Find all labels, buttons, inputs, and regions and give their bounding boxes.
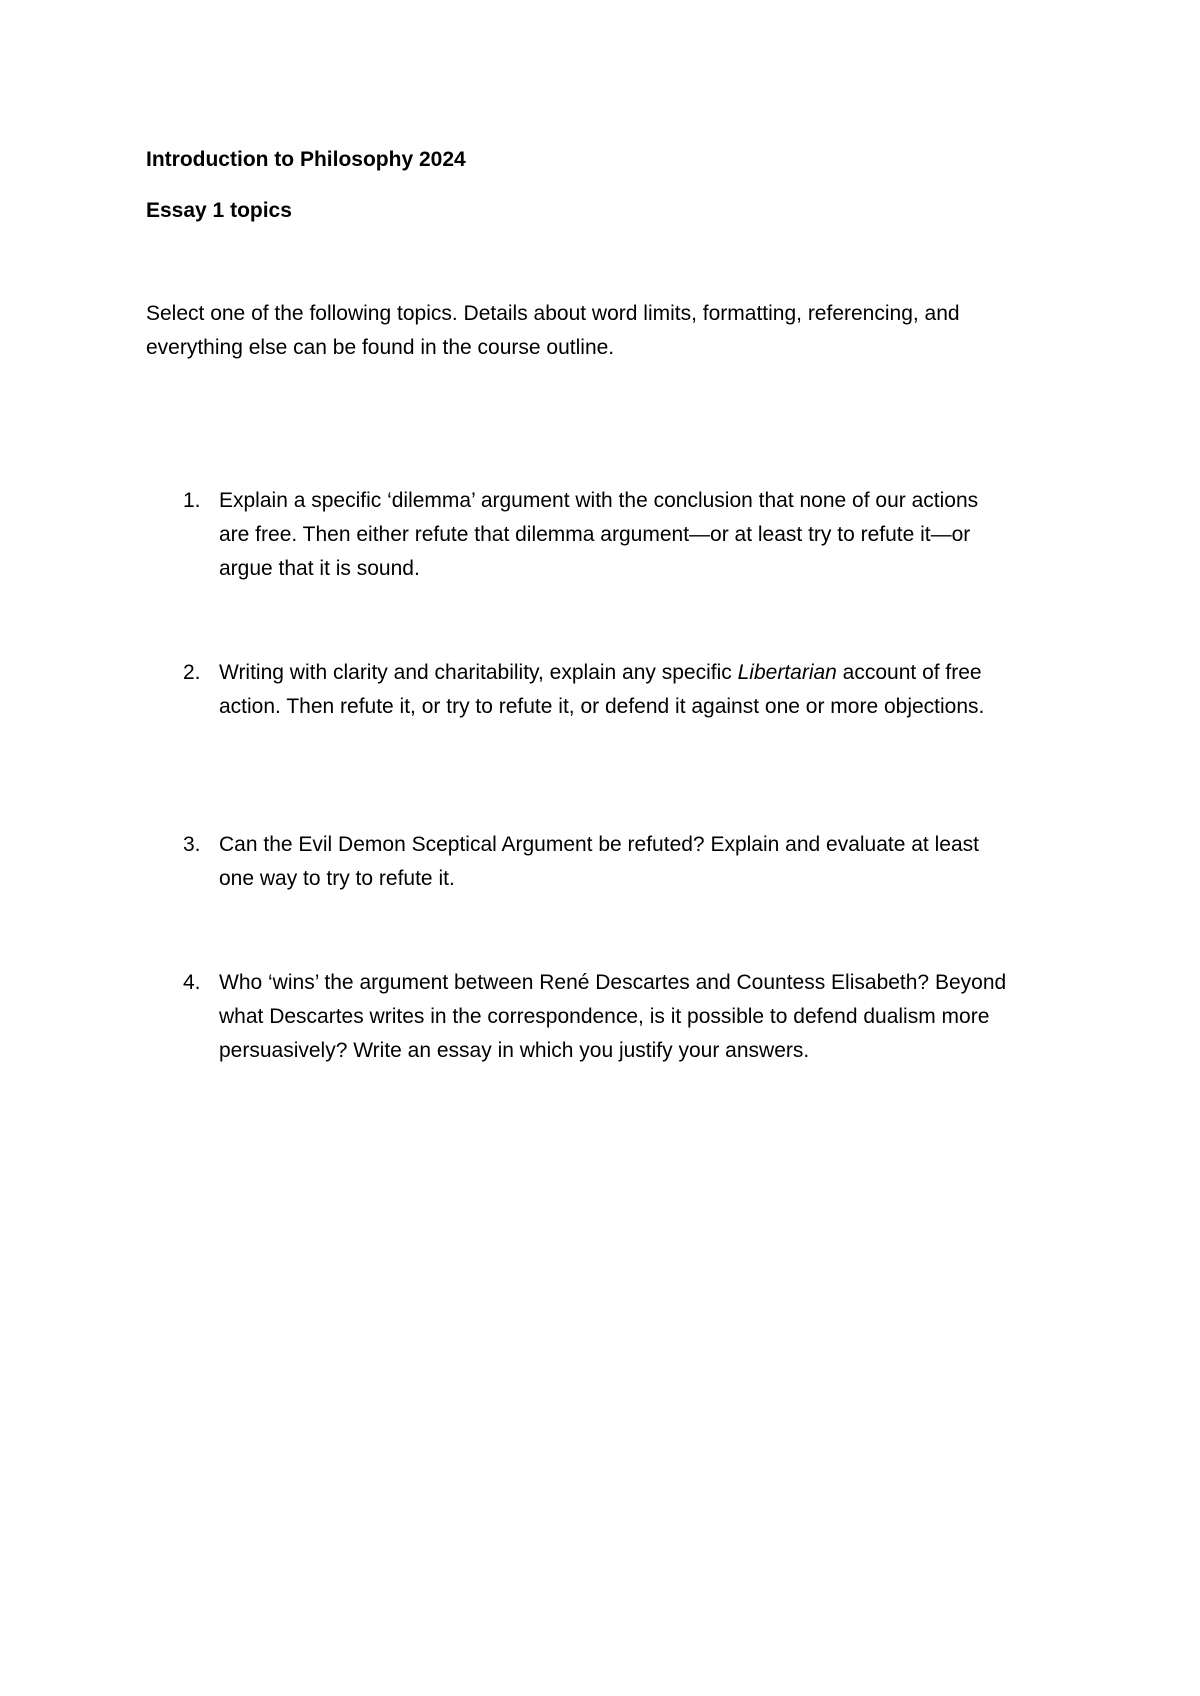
- topic-text: [219, 656, 1009, 724]
- topic-text-part: account of free action. Then refute it, or try to refute it, or defend it against one or more objections.: [219, 661, 985, 718]
- topic-text-italic: Libertarian: [737, 661, 837, 684]
- topic-text: Explain a specific ‘dilemma’ argument with the conclusion that none of our actions are free. Then either refute that dilemma argument—or at least try to refute it—or argue that it is sound.: [219, 489, 979, 580]
- topic-text-part: Writing with clarity and charitability, explain any specific: [219, 661, 738, 684]
- topic-number: 2.: [183, 661, 201, 684]
- topic-number: 1.: [183, 489, 201, 512]
- topic-text: Can the Evil Demon Sceptical Argument be refuted? Explain and evaluate at least one way to try to refute it.: [219, 833, 979, 890]
- topic-number: 4.: [183, 971, 201, 994]
- course-title: Introduction to Philosophy 2024: [146, 148, 466, 171]
- topic-text: Who ‘wins’ the argument between René Descartes and Countess Elisabeth? Beyond what Descartes writes in the correspondence, is it possible to defend dualism more persuasively? Write an essay in which you justify your answers.: [219, 971, 1007, 1062]
- intro-paragraph: Select one of the following topics. Details about word limits, formatting, referencing, and everything else can be found in the course outline.: [146, 302, 960, 359]
- essay-heading: Essay 1 topics: [146, 199, 292, 222]
- topic-number: 3.: [183, 833, 201, 856]
